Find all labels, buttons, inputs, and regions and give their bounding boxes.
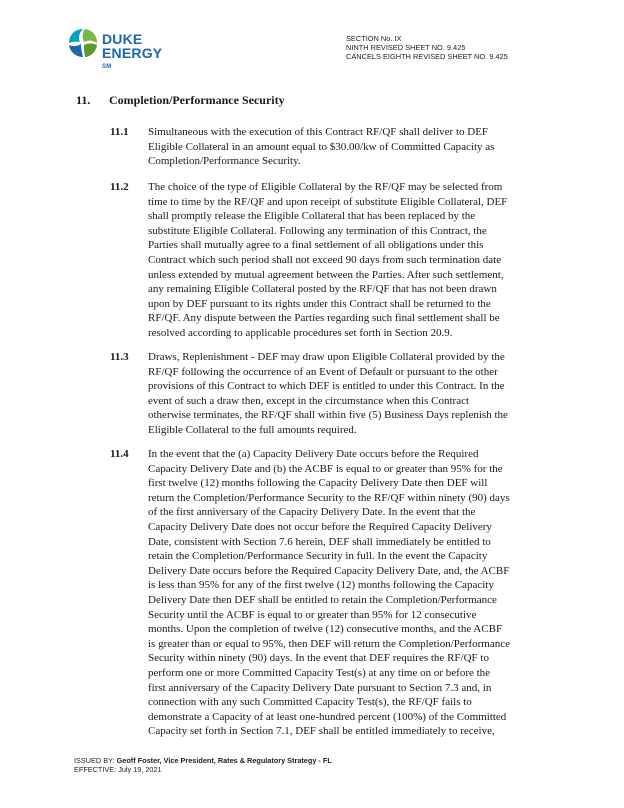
- text-line: Security until the ACBF is equal to or greater than 95% for 12 consecutive: [148, 608, 477, 621]
- text-line: Draws, Replenishment - DEF may draw upon Eligible Collateral provided by the: [148, 351, 505, 363]
- subsection-text: [148, 125, 553, 169]
- issued-by-label: ISSUED BY:: [74, 756, 117, 765]
- text-line: is less than 95% for any of the first twelve (12) months following the Capacity: [148, 579, 494, 592]
- text-line: Capacity Delivery Date does not occur before the Required Capacity Delivery: [148, 520, 492, 533]
- subsection-text: [148, 350, 553, 438]
- logo-line-2: ENERGY: [102, 45, 163, 61]
- text-line: any remaining Eligible Collateral posted by the RF/QF that has not been drawn: [148, 283, 497, 296]
- text-line: otherwise terminates, the RF/QF shall within five (5) Business Days replenish the: [148, 409, 508, 422]
- text-line: first twelve (12) months following the Capacity Delivery Date then DEF will: [148, 477, 488, 490]
- text-line: unless extended by mutual agreement between the Parties. After such settlement,: [148, 268, 504, 281]
- text-line: return the Completion/Performance Security to the RF/QF within ninety (90) days: [148, 491, 510, 504]
- effective-date: EFFECTIVE: July 19, 2021: [74, 765, 162, 775]
- subsection-number: 11.1: [110, 126, 129, 138]
- text-line: Date, consistent with Section 7.6 herein, DEF shall immediately be entitled to: [148, 535, 491, 548]
- text-line: event of such a draw then, except in the circumstance when this Contract: [148, 394, 470, 407]
- text-line: Contract which such period shall not exceed 90 days from such termination date: [148, 253, 502, 266]
- sheet-revised: NINTH REVISED SHEET NO. 9.425: [346, 43, 466, 53]
- text-line: demonstrate a Capacity of at least one-hundred percent (100%) of the Committed: [148, 710, 507, 723]
- text-line: upon by DEF pursuant to its rights under this Contract shall be returned to the: [148, 297, 491, 310]
- logo-service-mark: SM: [102, 64, 112, 70]
- page-footer: [74, 756, 332, 774]
- subsection-text: [148, 447, 553, 739]
- text-line: In the event that the (a) Capacity Delivery Date occurs before the Required: [148, 448, 479, 460]
- text-line: perform one or more Committed Capacity Test(s) at any time on or before the: [148, 666, 491, 679]
- issued-by-name: Geoff Foster, Vice President, Rates & Regulatory Strategy - FL: [116, 756, 332, 765]
- subsection-number: 11.2: [110, 181, 129, 193]
- text-line: Delivery Date occurs before the Required Capacity Delivery Date, and, the ACBF: [148, 564, 510, 577]
- text-line: resolved according to applicable procedures set forth in Section 20.9.: [148, 326, 453, 339]
- text-line: months. Upon the completion of twelve (12) consecutive months, and the ACBF: [148, 623, 503, 636]
- text-line: Capacity set forth in Section 7.1, DEF shall be entitled immediately to receive,: [148, 725, 495, 738]
- text-line: RF/QF following the occurrence of an Event of Default or pursuant to the other: [148, 365, 498, 378]
- logo-line-1: DUKE: [102, 31, 143, 47]
- text-line: Completion/Performance Security.: [148, 155, 301, 168]
- text-line: shall promptly release the Eligible Collateral that has been replaced by the: [148, 210, 476, 223]
- text-line: Delivery Date then DEF shall be entitled to retain the Completion/Performance: [148, 593, 497, 606]
- section-title: Completion/Performance Security: [109, 93, 285, 107]
- text-line: Capacity Delivery Date and (b) the ACBF is equal to or greater than 95% for the: [148, 462, 503, 475]
- text-line: substitute Eligible Collateral. Following any termination of this Contract, the: [148, 224, 487, 237]
- text-line: Security within ninety (90) days. In the event that DEF requires the RF/QF to: [148, 652, 489, 665]
- duke-energy-logo: [66, 26, 186, 70]
- subsection-number: 11.3: [110, 351, 129, 363]
- text-line: first anniversary of the Capacity Delivery Date pursuant to Section 7.3 and, in: [148, 681, 492, 694]
- issued-by-line: [74, 756, 332, 765]
- text-line: provisions of this Contract to which DEF is entitled to under this Contract. In the: [148, 380, 505, 393]
- text-line: RF/QF. Any dispute between the Parties regarding such final settlement shall be: [148, 312, 500, 325]
- text-line: Simultaneous with the execution of this Contract RF/QF shall deliver to DEF: [148, 126, 489, 138]
- text-line: Eligible Collateral in an amount equal to $30.00/kw of Committed Capacity as: [148, 140, 495, 153]
- sheet-info: [346, 34, 586, 62]
- sheet-section: SECTION No. IX: [346, 34, 402, 43]
- section-number: 11.: [76, 93, 91, 107]
- text-line: Parties shall mutually agree to a final settlement of all obligations under this: [148, 239, 484, 252]
- sheet-cancels: CANCELS EIGHTH REVISED SHEET NO. 9.425: [346, 52, 508, 62]
- text-line: retain the Completion/Performance Security in full. In the event the Capacity: [148, 550, 488, 563]
- duke-energy-logo-icon: [66, 26, 100, 60]
- text-line: time to time by the RF/QF and upon receipt of substitute Eligible Collateral, DEF: [148, 195, 508, 208]
- text-line: of the first anniversary of the Capacity Delivery Date. In the event that the: [148, 506, 476, 519]
- text-line: connection with any such Committed Capacity Test(s), the RF/QF fails to: [148, 696, 472, 709]
- text-line: The choice of the type of Eligible Collateral by the RF/QF may be selected from: [148, 181, 503, 193]
- text-line: is greater than or equal to 95%, then DEF will return the Completion/Performance: [148, 637, 510, 650]
- subsection-text: [148, 180, 553, 341]
- subsection-number: 11.4: [110, 448, 129, 460]
- text-line: Eligible Collateral to the full amounts required.: [148, 423, 357, 436]
